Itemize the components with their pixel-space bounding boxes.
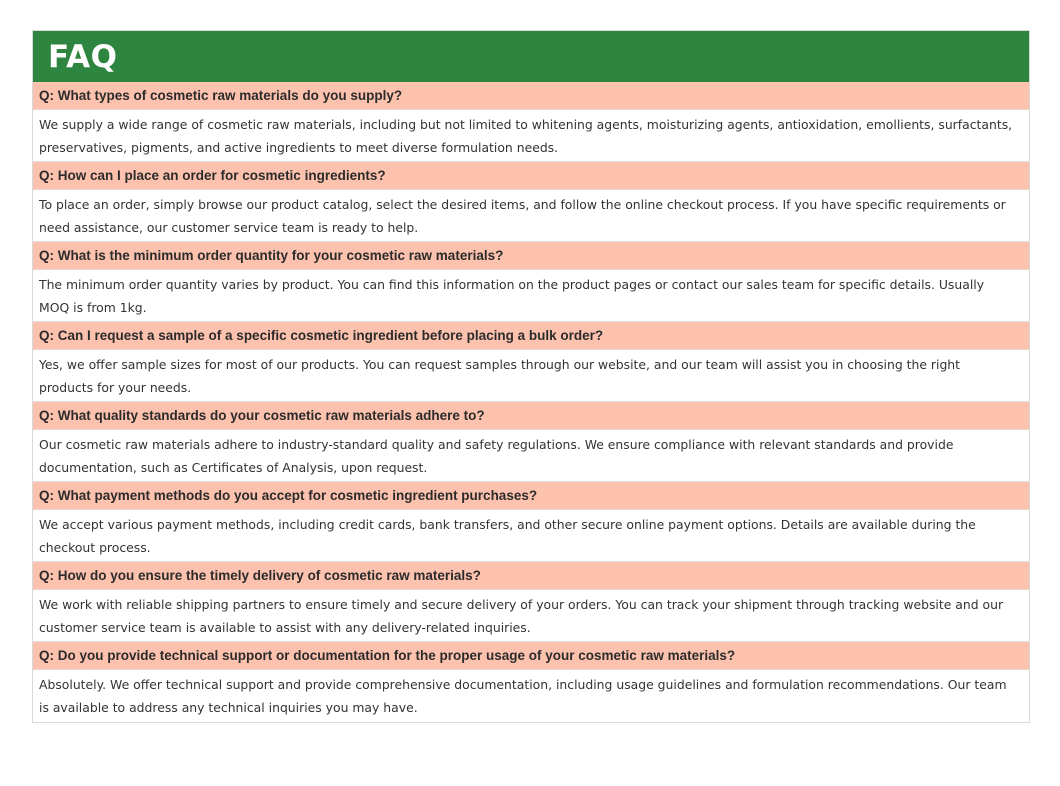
faq-item (33, 642, 1029, 722)
faq-answer: The minimum order quantity varies by product. You can find this information on the product pages or contact our sales team for specific details. Usually MOQ is from 1kg. (33, 270, 1029, 322)
faq-item (33, 82, 1029, 162)
page-title: FAQ (48, 38, 118, 75)
faq-answer: Yes, we offer sample sizes for most of our products. You can request samples through our website, and our team will assist you in choosing the right products for your needs. (33, 350, 1029, 402)
faq-answer: To place an order, simply browse our product catalog, select the desired items, and follow the online checkout process. If you have specific requirements or need assistance, our customer service team is ready to help. (33, 190, 1029, 242)
faq-header (33, 31, 1029, 82)
faq-item (33, 482, 1029, 562)
faq-answer: Absolutely. We offer technical support and provide comprehensive documentation, including usage guidelines and formulation recommendations. Our team is available to address any technical inquiries you may have. (39, 677, 1007, 715)
faq-item (33, 322, 1029, 402)
faq-answer: We supply a wide range of cosmetic raw materials, including but not limited to whitening agents, moisturizing agents, antioxidation, emollients, surfactants, preservatives, pigments, and active ingredients to meet diverse formulation needs. (33, 110, 1029, 162)
faq-question: Q: What is the minimum order quantity for your cosmetic raw materials? (33, 242, 1029, 270)
faq-question: Q: Can I request a sample of a specific cosmetic ingredient before placing a bulk order? (33, 322, 1029, 350)
faq-question: Q: How can I place an order for cosmetic ingredients? (33, 162, 1029, 190)
faq-item (33, 162, 1029, 242)
faq-question: Q: What payment methods do you accept for cosmetic ingredient purchases? (33, 482, 1029, 510)
faq-table (32, 30, 1030, 723)
faq-item (33, 562, 1029, 642)
faq-answer: Our cosmetic raw materials adhere to industry-standard quality and safety regulations. We ensure compliance with relevant standards and provide documentation, such as Certificates of Analysis, upon request. (33, 430, 1029, 482)
faq-question: Q: What types of cosmetic raw materials do you supply? (33, 82, 1029, 110)
faq-item (33, 242, 1029, 322)
faq-question: Q: How do you ensure the timely delivery of cosmetic raw materials? (33, 562, 1029, 590)
faq-answer: We work with reliable shipping partners to ensure timely and secure delivery of your orders. You can track your shipment through tracking website and our customer service team is available to assist with any delivery-related inquiries. (33, 590, 1029, 642)
faq-answer: We accept various payment methods, including credit cards, bank transfers, and other secure online payment options. Details are available during the checkout process. (33, 510, 1029, 562)
faq-item (33, 402, 1029, 482)
faq-question: Q: What quality standards do your cosmetic raw materials adhere to? (33, 402, 1029, 430)
faq-question: Q: Do you provide technical support or documentation for the proper usage of your cosmetic raw materials? (33, 642, 1029, 670)
